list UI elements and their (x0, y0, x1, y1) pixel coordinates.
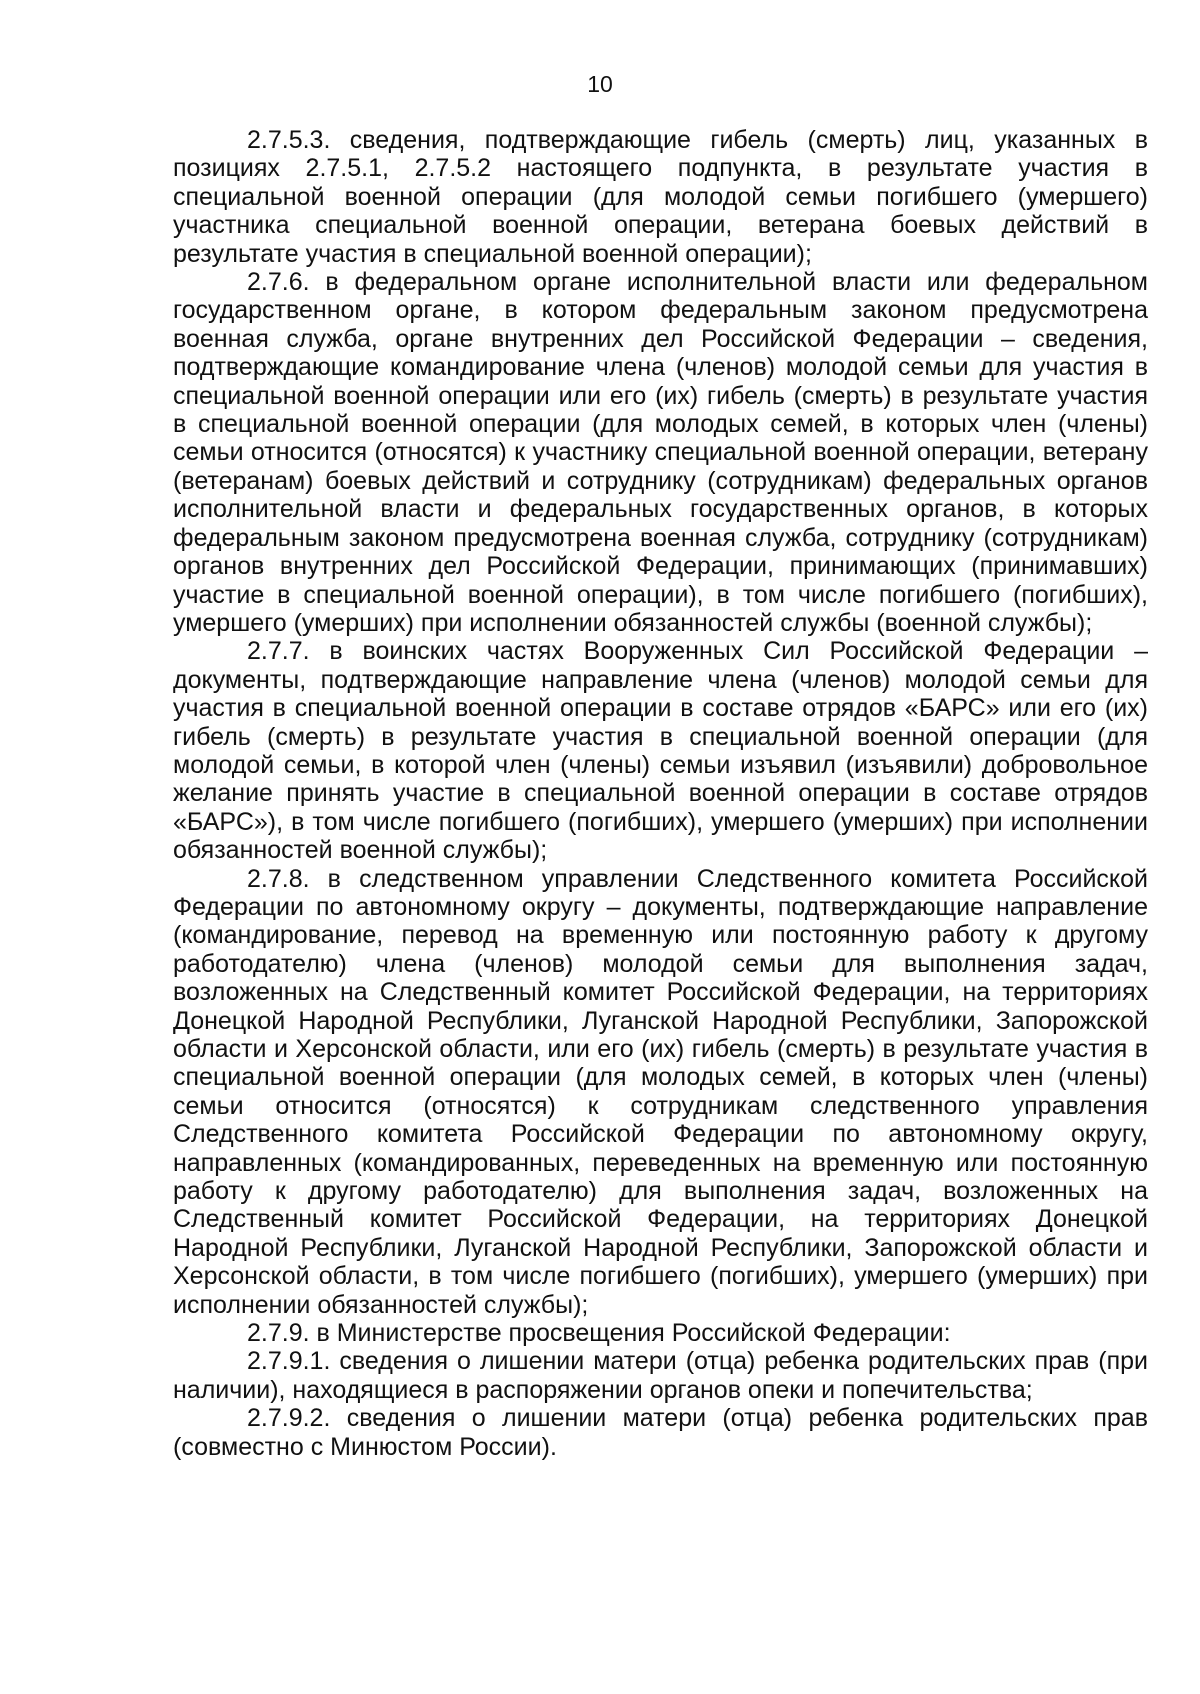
paragraph-2-7-7: 2.7.7. в воинских частях Вооруженных Сил Российской Федерации – документы, подтверждающие направление члена (членов) молодой семьи для участия в специальной военной операции в составе отрядов «БАРС» или его (их) гибель (смерть) в результате участия в специальной военной операции (для молодой семьи, в которой член (члены) семьи изъявил (изъявили) добровольное желание принять участие в специальной военной операции в составе отрядов «БАРС»), в том числе погибшего (погибших), умершего (умерших) при исполнении обязанностей военной службы); (173, 637, 1148, 865)
page-number: 10 (587, 71, 613, 97)
paragraph-2-7-9: 2.7.9. в Министерстве просвещения Российской Федерации: (247, 1319, 951, 1348)
paragraph-2-7-6: 2.7.6. в федеральном органе исполнительной власти или федеральном государственном органе, в котором федеральным законом предусмотрена военная служба, органе внутренних дел Российской Федерации – сведения, подтверждающие командирование члена (членов) молодой семьи для участия в специальной военной операции или его (их) гибель (смерть) в результате участия в специальной военной операции (для молодых семей, в которых член (члены) семьи относится (относятся) к участнику специальной военной операции, ветерану (ветеранам) боевых действий и сотруднику (сотрудникам) федеральных органов исполнительной власти и федеральных государственных органов, в которых федеральным законом предусмотрена военная служба, сотруднику (сотрудникам) органов внутренних дел Российской Федерации, принимающих (принимавших) участие в специальной военной операции), в том числе погибшего (погибших), умершего (умерших) при исполнении обязанностей службы (военной службы); (173, 268, 1148, 637)
paragraph-2-7-5-3: 2.7.5.3. сведения, подтверждающие гибель (смерть) лиц, указанных в позициях 2.7.5.1, 2.7.5.2 настоящего подпункта, в результате участия в специальной военной операции (для молодой семьи погибшего (умершего) участника специальной военной операции, ветерана боевых действий в результате участия в специальной военной операции); (173, 126, 1148, 268)
paragraph-2-7-9-1: 2.7.9.1. сведения о лишении матери (отца) ребенка родительских прав (при наличии), находящиеся в распоряжении органов опеки и попечительства; (173, 1347, 1148, 1404)
paragraph-2-7-8: 2.7.8. в следственном управлении Следственного комитета Российской Федерации по автономному округу – документы, подтверждающие направление (командирование, перевод на временную или постоянную работу к другому работодателю) члена (членов) молодой семьи для выполнения задач, возложенных на Следственный комитет Российской Федерации, на территориях Донецкой Народной Республики, Луганской Народной Республики, Запорожской области и Херсонской области, или его (их) гибель (смерть) в результате участия в специальной военной операции (для молодых семей, в которых член (члены) семьи относится (относятся) к сотрудникам следственного управления Следственного комитета Российской Федерации по автономному округу, направленных (командированных, переведенных на временную или постоянную работу к другому работодателю) для выполнения задач, возложенных на Следственный комитет Российской Федерации, на территориях Донецкой Народной Республики, Луганской Народной Республики, Запорожской области и Херсонской области, в том числе погибшего (погибших), умершего (умерших) при исполнении обязанностей службы); (173, 864, 1148, 1319)
document-body (173, 126, 1148, 1461)
paragraph-2-7-9-2: 2.7.9.2. сведения о лишении матери (отца) ребенка родительских прав (совместно с Минюстом России). (173, 1404, 1148, 1461)
